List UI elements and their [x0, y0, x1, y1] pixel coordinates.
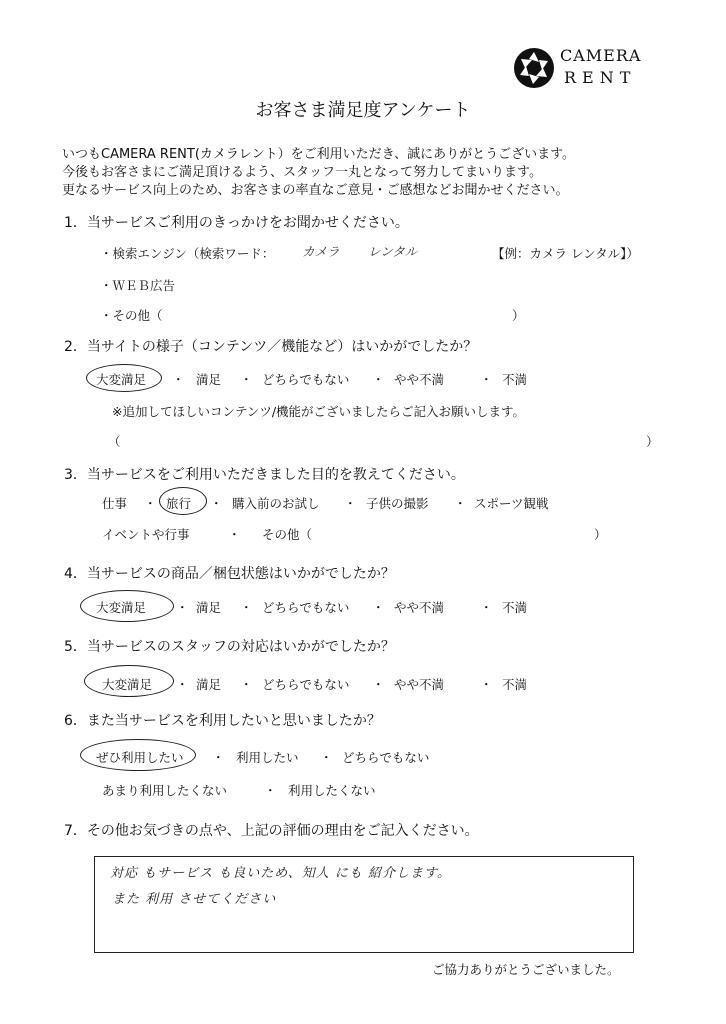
- logo-line-rent: RENT: [564, 68, 637, 87]
- intro-line-3: 更なるサービス向上のため、お客さまの率直なご意見・ご感想などお聞かせください。: [62, 183, 569, 198]
- q2-separator: ・: [372, 372, 385, 387]
- question-2: 2．当サイトの様子（コンテンツ／機能など）はいかがでしたか？: [64, 339, 478, 355]
- q3-option-sports[interactable]: スポーツ観戦: [474, 496, 549, 511]
- q5-separator: ・: [480, 677, 493, 692]
- comment-answer-line-1: 対応 もサービス も良いため、知人 にも 紹介します。: [110, 866, 451, 881]
- q5-selection-circle: [84, 665, 174, 697]
- q2-option-dissatisfied[interactable]: 不満: [502, 372, 528, 387]
- q2-separator: ・: [240, 372, 253, 387]
- q2-separator: ・: [172, 372, 185, 387]
- q2-open-paren: （: [108, 434, 121, 449]
- aperture-icon: [512, 46, 556, 90]
- q3-separator: ・: [144, 496, 157, 511]
- question-5: 5．当サービスのスタッフの対応はいかがでしたか？: [64, 639, 395, 655]
- q5-option-very-satisfied[interactable]: 大変満足: [102, 677, 153, 692]
- q2-close-paren: ）: [646, 434, 659, 449]
- q5-option-satisfied[interactable]: 満足: [196, 677, 222, 692]
- logo-line-camera: CAMERA: [560, 46, 642, 65]
- q6-option-not-really[interactable]: あまり利用したくない: [102, 783, 228, 798]
- q3-separator: ・: [344, 496, 357, 511]
- q6-option-yes[interactable]: 利用したい: [236, 750, 299, 765]
- q6-selection-circle: [80, 739, 196, 771]
- other-close-paren: ）: [512, 308, 525, 323]
- q2-separator: ・: [480, 372, 493, 387]
- search-word-answer-2[interactable]: レンタル: [368, 244, 418, 259]
- intro-line-1: いつもCAMERA RENT(カメラレント）をご利用いただき、誠にありがとうございます。: [62, 147, 576, 162]
- q3-option-children[interactable]: 子供の撮影: [366, 496, 429, 511]
- q4-option-neutral[interactable]: どちらでもない: [262, 600, 350, 615]
- q2-option-very-satisfied[interactable]: 大変満足: [96, 372, 147, 387]
- q5-separator: ・: [176, 677, 189, 692]
- q3-close-paren: ）: [594, 527, 607, 542]
- q3-separator: ・: [210, 496, 223, 511]
- q3-separator: ・: [454, 496, 467, 511]
- question-1: 1．当サービスご利用のきっかけをお聞かせください。: [64, 215, 409, 231]
- q6-separator: ・: [212, 750, 225, 765]
- q3-selection-circle: [159, 487, 207, 515]
- q2-note: ※追加してほしいコンテンツ/機能がございましたらご記入お願いします。: [112, 404, 526, 419]
- q4-selection-circle: [80, 590, 174, 622]
- q4-option-somewhat-dissatisfied[interactable]: やや不満: [394, 600, 445, 615]
- q5-option-neutral[interactable]: どちらでもない: [262, 677, 350, 692]
- q5-separator: ・: [240, 677, 253, 692]
- q3-option-trial[interactable]: 購入前のお試し: [232, 496, 320, 511]
- q4-separator: ・: [480, 600, 493, 615]
- q2-option-somewhat-dissatisfied[interactable]: やや不満: [394, 372, 445, 387]
- q3-option-other[interactable]: その他（: [262, 527, 313, 542]
- question-7: 7．その他お気づきの点や、上記の評価の理由をご記入ください。: [64, 823, 479, 839]
- q2-option-neutral[interactable]: どちらでもない: [262, 372, 350, 387]
- question-3: 3．当サービスをご利用いただきました目的を教えてください。: [64, 467, 465, 483]
- q3-separator: ・: [228, 527, 241, 542]
- q5-separator: ・: [372, 677, 385, 692]
- brand-logo: [512, 44, 652, 94]
- q5-option-dissatisfied[interactable]: 不満: [502, 677, 528, 692]
- search-example: 【例：カメラ レンタル】）: [492, 246, 639, 261]
- q3-option-work[interactable]: 仕事: [102, 496, 128, 511]
- q6-separator: ・: [264, 783, 277, 798]
- q4-option-dissatisfied[interactable]: 不満: [502, 600, 528, 615]
- q4-separator: ・: [372, 600, 385, 615]
- option-other[interactable]: ・その他（: [100, 308, 163, 323]
- question-6: 6．また当サービスを利用したいと思いましたか？: [64, 713, 381, 729]
- intro-line-2: 今後もお客さまにご満足頂けるよう、スタッフ一丸となって努力してまいります。: [62, 165, 542, 180]
- q6-separator: ・: [320, 750, 333, 765]
- q2-option-satisfied[interactable]: 満足: [196, 372, 222, 387]
- q6-option-no[interactable]: 利用したくない: [288, 783, 376, 798]
- q3-option-events[interactable]: イベントや行事: [102, 527, 190, 542]
- q5-option-somewhat-dissatisfied[interactable]: やや不満: [394, 677, 445, 692]
- q4-separator: ・: [240, 600, 253, 615]
- q6-option-definitely[interactable]: ぜひ利用したい: [96, 750, 184, 765]
- footer-thanks: ご協力ありがとうございました。: [432, 962, 620, 977]
- q4-option-satisfied[interactable]: 満足: [196, 600, 222, 615]
- q6-option-neutral[interactable]: どちらでもない: [342, 750, 430, 765]
- search-word-answer-1[interactable]: カメラ: [302, 244, 340, 259]
- q4-option-very-satisfied[interactable]: 大変満足: [96, 600, 147, 615]
- q4-separator: ・: [176, 600, 189, 615]
- question-4: 4．当サービスの商品／梱包状態はいかがでしたか？: [64, 566, 395, 582]
- option-web-ad[interactable]: ・ＷＥＢ広告: [100, 278, 176, 293]
- option-search-engine[interactable]: ・検索エンジン（検索ワード：: [100, 246, 275, 261]
- q3-option-travel[interactable]: 旅行: [166, 496, 192, 511]
- page-title: お客さま満足度アンケート: [255, 100, 471, 121]
- comment-answer-line-2: また 利用 させてください: [112, 892, 277, 907]
- q2-selection-circle: [86, 364, 162, 392]
